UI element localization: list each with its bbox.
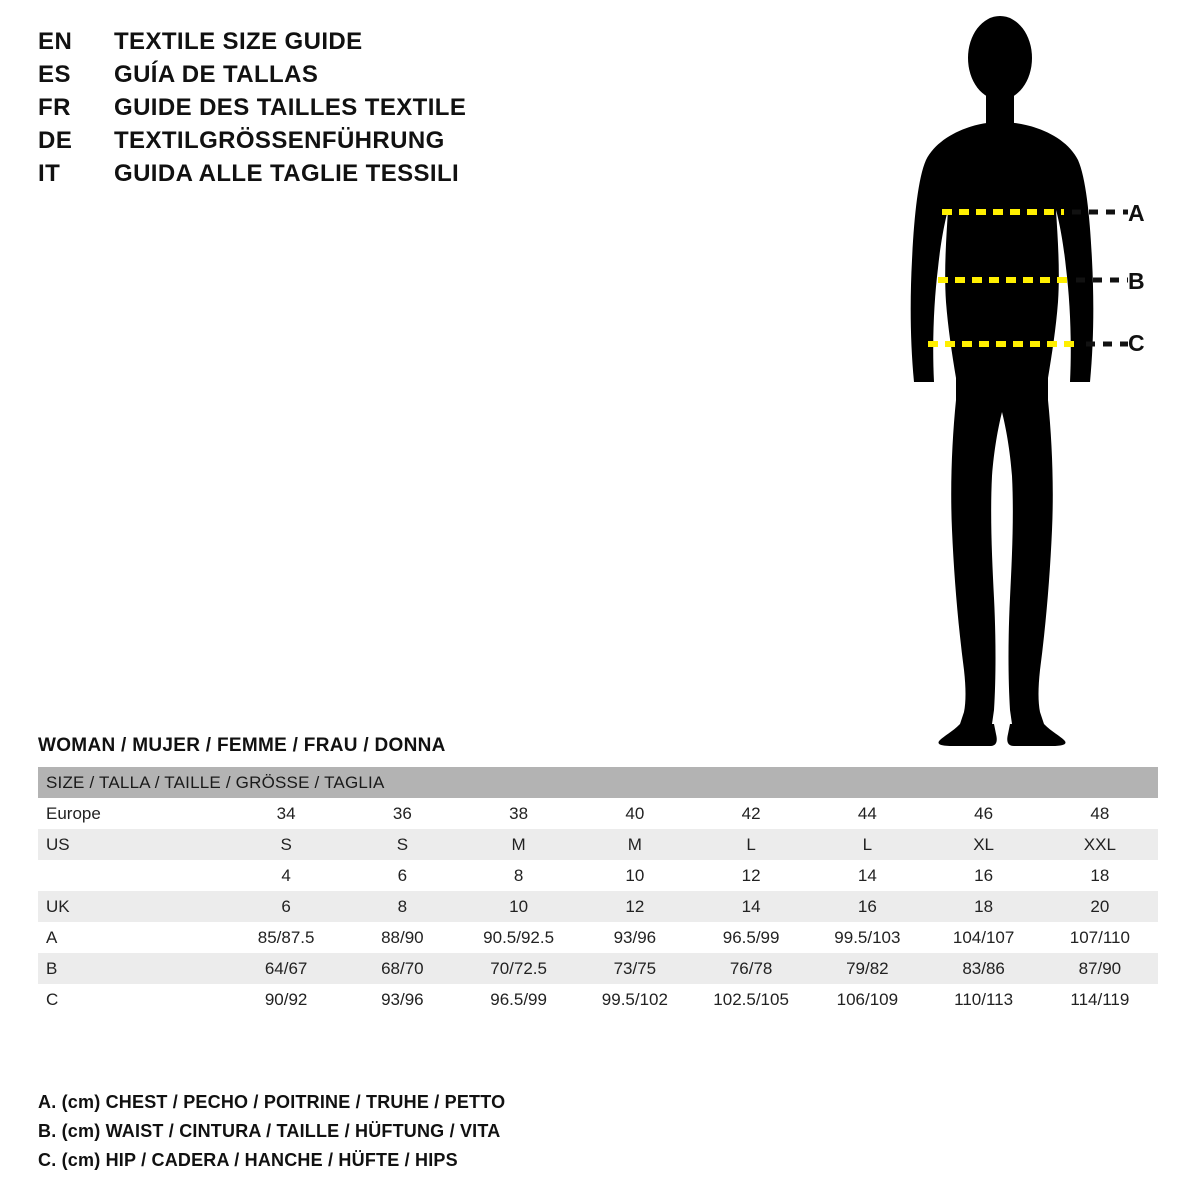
cell: 34: [228, 798, 344, 829]
table-row: [38, 860, 1158, 891]
title-text-es: GUÍA DE TALLAS: [114, 61, 319, 88]
cell: 79/82: [809, 953, 925, 984]
cell: 18: [1042, 860, 1158, 891]
title-block: [38, 28, 598, 193]
cell: 68/70: [344, 953, 460, 984]
cell: M: [577, 829, 693, 860]
cell: 12: [693, 860, 809, 891]
cell: 4: [228, 860, 344, 891]
row-label-c: C: [38, 984, 228, 1015]
title-lang-fr: FR: [38, 94, 71, 121]
legend-line-c: C. (cm) HIP / CADERA / HANCHE / HÜFTE / HIPS: [38, 1150, 458, 1170]
cell: 88/90: [344, 922, 460, 953]
cell: 107/110: [1042, 922, 1158, 953]
cell: 6: [344, 860, 460, 891]
cell: L: [809, 829, 925, 860]
row-label-uk: UK: [38, 891, 228, 922]
title-text-it: GUIDA ALLE TAGLIE TESSILI: [114, 160, 460, 187]
cell: 12: [577, 891, 693, 922]
legend-block: [38, 1088, 738, 1175]
title-row-en: [38, 28, 598, 61]
cell: 102.5/105: [693, 984, 809, 1015]
cell: 83/86: [926, 953, 1042, 984]
table-row: [38, 829, 1158, 860]
title-text-de: TEXTILGRÖSSENFÜHRUNG: [114, 127, 445, 154]
legend-line-a: A. (cm) CHEST / PECHO / POITRINE / TRUHE / PETTO: [38, 1092, 506, 1112]
cell: 64/67: [228, 953, 344, 984]
cell: 14: [809, 860, 925, 891]
cell: 90.5/92.5: [461, 922, 577, 953]
legend-line-b: B. (cm) WAIST / CINTURA / TAILLE / HÜFTUNG / VITA: [38, 1121, 501, 1141]
title-lang-en: EN: [38, 28, 73, 55]
title-row-fr: [38, 94, 598, 127]
cell: 93/96: [577, 922, 693, 953]
title-text-en: TEXTILE SIZE GUIDE: [114, 28, 363, 55]
cell: 10: [461, 891, 577, 922]
cell: 114/119: [1042, 984, 1158, 1015]
measure-label-a: A: [1128, 200, 1145, 226]
cell: 36: [344, 798, 460, 829]
cell: 96.5/99: [461, 984, 577, 1015]
cell: 16: [809, 891, 925, 922]
table-row: [38, 798, 1158, 829]
row-label-us-numeric: [38, 860, 228, 891]
cell: 73/75: [577, 953, 693, 984]
size-table: [38, 767, 1158, 1015]
cell: 90/92: [228, 984, 344, 1015]
title-row-it: [38, 160, 598, 193]
cell: 20: [1042, 891, 1158, 922]
title-lang-es: ES: [38, 61, 72, 88]
cell: 8: [461, 860, 577, 891]
cell: 42: [693, 798, 809, 829]
figure-diagram: [860, 10, 1190, 750]
cell: 110/113: [926, 984, 1042, 1015]
title-row-es: [38, 61, 598, 94]
cell: XL: [926, 829, 1042, 860]
cell: XXL: [1042, 829, 1158, 860]
cell: 70/72.5: [461, 953, 577, 984]
table-row: [38, 984, 1158, 1015]
cell: 99.5/103: [809, 922, 925, 953]
row-label-europe: Europe: [38, 798, 228, 829]
table-row: [38, 953, 1158, 984]
cell: 106/109: [809, 984, 925, 1015]
title-row-de: [38, 127, 598, 160]
title-lang-de: DE: [38, 127, 73, 154]
title-text-fr: GUIDE DES TAILLES TEXTILE: [114, 94, 467, 121]
measure-label-b: B: [1128, 268, 1145, 294]
cell: 10: [577, 860, 693, 891]
table-header-label: SIZE / TALLA / TAILLE / GRÖSSE / TAGLIA: [38, 767, 1158, 798]
woman-silhouette-icon: [860, 10, 1190, 750]
title-lang-it: IT: [38, 160, 61, 187]
cell: 87/90: [1042, 953, 1158, 984]
cell: 93/96: [344, 984, 460, 1015]
cell: 99.5/102: [577, 984, 693, 1015]
cell: 14: [693, 891, 809, 922]
row-label-a: A: [38, 922, 228, 953]
row-label-b: B: [38, 953, 228, 984]
cell: 38: [461, 798, 577, 829]
cell: 104/107: [926, 922, 1042, 953]
table-header-row: [38, 767, 1158, 798]
cell: L: [693, 829, 809, 860]
cell: 18: [926, 891, 1042, 922]
size-table-section: [38, 735, 1158, 1015]
table-row: [38, 922, 1158, 953]
cell: M: [461, 829, 577, 860]
cell: 76/78: [693, 953, 809, 984]
cell: 48: [1042, 798, 1158, 829]
cell: 46: [926, 798, 1042, 829]
cell: 40: [577, 798, 693, 829]
cell: 6: [228, 891, 344, 922]
cell: 16: [926, 860, 1042, 891]
cell: S: [228, 829, 344, 860]
measure-label-c: C: [1128, 330, 1145, 356]
table-heading: WOMAN / MUJER / FEMME / FRAU / DONNA: [38, 735, 446, 756]
cell: S: [344, 829, 460, 860]
table-row: [38, 891, 1158, 922]
cell: 8: [344, 891, 460, 922]
cell: 85/87.5: [228, 922, 344, 953]
cell: 96.5/99: [693, 922, 809, 953]
cell: 44: [809, 798, 925, 829]
row-label-us: US: [38, 829, 228, 860]
